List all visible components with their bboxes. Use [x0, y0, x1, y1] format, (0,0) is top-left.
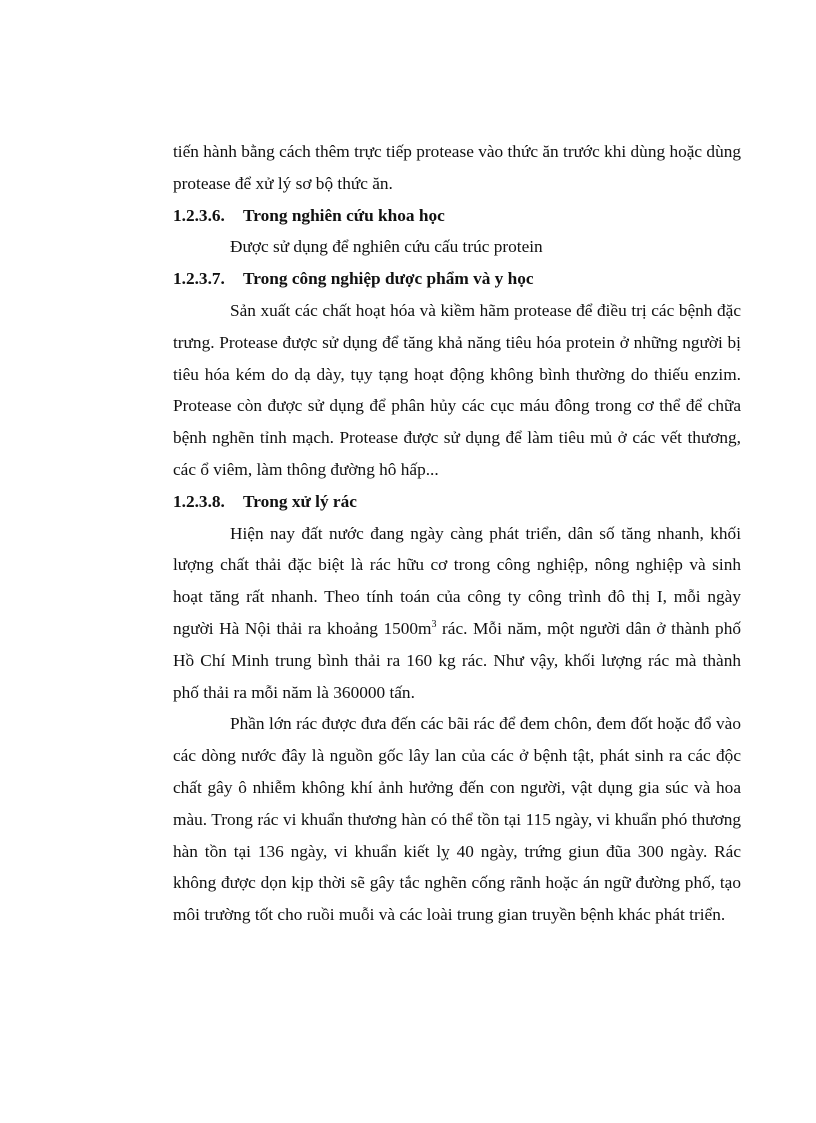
- section-1237-paragraph: Sản xuất các chất hoạt hóa và kiềm hãm protease để điều trị các bệnh đặc trưng. Protease được sử dụng để tăng khả năng tiêu hóa protein ở những người bị tiêu hóa kém do dạ dày, tụy tạng hoạt động không bình thường do thiếu enzim. Protease còn được sử dụng để phân hủy các cục máu đông trong cơ thể để chữa bệnh nghẽn tỉnh mạch. Protease được sử dụng để làm tiêu mủ ở các vết thương, các ổ viêm, làm thông đường hô hấp...: [173, 300, 741, 479]
- section-1238-paragraph-1: [173, 518, 741, 709]
- section-heading-1237: [173, 263, 741, 295]
- document-body: [173, 136, 741, 931]
- section-1236-paragraph: Được sử dụng để nghiên cứu cấu trúc protein: [230, 237, 543, 257]
- section-number: 1.2.3.7.: [173, 269, 225, 289]
- section-title: Trong công nghiệp dược phẩm và y học: [243, 269, 534, 289]
- section-heading-1236: [173, 200, 741, 232]
- intro-paragraph: tiến hành bằng cách thêm trực tiếp protease vào thức ăn trước khi dùng hoặc dùng protease để xử lý sơ bộ thức ăn.: [173, 142, 741, 193]
- section-title: Trong nghiên cứu khoa học: [243, 205, 445, 225]
- superscript: 3: [431, 618, 437, 630]
- section-number: 1.2.3.6.: [173, 205, 225, 225]
- paragraph-text: Hiện nay đất nước đang ngày càng phát triển, dân số tăng nhanh, khối lượng chất thải đặc biệt là rác hữu cơ trong công nghiệp, nông nghiệp và sinh hoạt tăng rất nhanh. Theo tính toán của công ty công trình đô thị I, mỗi ngày người Hà Nội thải ra khoảng 1500m: [173, 523, 741, 638]
- paragraph-text: rác. Mỗi năm, một người dân ở thành phố Hồ Chí Minh trung bình thải ra 160 kg rác. Như vậy, khối lượng rác mà thành phố thải ra mỗi năm là 360000 tấn.: [173, 618, 741, 702]
- section-title: Trong xử lý rác: [243, 491, 357, 511]
- section-heading-1238: [173, 486, 741, 518]
- section-1238-paragraph-2: Phần lớn rác được đưa đến các bãi rác để đem chôn, đem đốt hoặc đổ vào các dòng nước đây là nguồn gốc lây lan của các ở bệnh tật, phát sinh ra các độc chất gây ô nhiễm không khí ảnh hưởng đến con người, vật dụng gia súc và hoa màu. Trong rác vi khuẩn thương hàn có thể tồn tại 115 ngày, vi khuẩn phó thương hàn tồn tại 136 ngày, vi khuẩn kiết lỵ 40 ngày, trứng giun đũa 300 ngày. Rác không được dọn kịp thời sẽ gây tắc nghẽn cống rãnh hoặc án ngữ đường phố, tạo môi trường tốt cho ruồi muỗi và các loài trung gian truyền bệnh khác phát triển.: [173, 714, 741, 925]
- section-number: 1.2.3.8.: [173, 491, 225, 511]
